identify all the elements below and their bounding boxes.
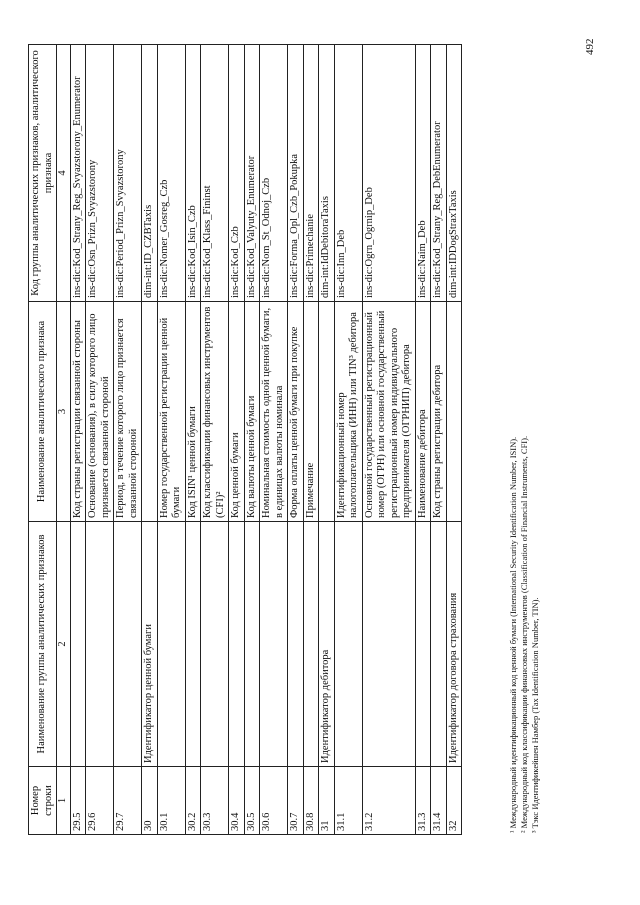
group-name-cell: [260, 522, 288, 767]
row-number-cell: 30.1: [157, 767, 185, 835]
group-name-cell: [86, 522, 114, 767]
column-number: 1: [57, 767, 71, 835]
attribute-name-cell: Код ISIN¹ ценной бумаги: [185, 302, 201, 522]
group-name-cell: Идентификатор договора страхования: [446, 522, 462, 767]
table-row: [157, 45, 185, 835]
code-cell: ins-dic:Ogrn_Ogrnip_Deb: [362, 45, 415, 302]
column-number: 3: [57, 302, 71, 522]
footnotes: [508, 53, 541, 833]
code-cell: dim-int:IDDogStraxTaxis: [446, 45, 462, 302]
table-row: [446, 45, 462, 835]
code-cell: ins-dic:Naim_Deb: [415, 45, 431, 302]
group-name-cell: [157, 522, 185, 767]
table-row: [229, 45, 245, 835]
table-row: [185, 45, 201, 835]
table-row: [260, 45, 288, 835]
code-cell: dim-int:ID_CZBTaxis: [142, 45, 158, 302]
attribute-name-cell: Основание (основания), в силу которого лицо признается связанной стороной: [86, 302, 114, 522]
table-row: [244, 45, 260, 835]
code-cell: ins-dic:Kod_Czb: [229, 45, 245, 302]
code-cell: ins-dic:Kod_Strany_Reg_DebEnumerator: [431, 45, 447, 302]
attribute-name-cell: [142, 302, 158, 522]
table-row: [303, 45, 319, 835]
attribute-name-cell: Код валюты ценной бумаги: [244, 302, 260, 522]
header-row-number: Номер строки: [29, 767, 57, 835]
group-name-cell: [244, 522, 260, 767]
attribute-name-cell: Код страны регистрации дебитора: [431, 302, 447, 522]
row-number-cell: 29.5: [70, 767, 86, 835]
table-row: [142, 45, 158, 835]
attribute-name-cell: [319, 302, 335, 522]
code-cell: ins-dic:Kod_Strany_Reg_Svyazstorony_Enumerator: [70, 45, 86, 302]
attribute-name-cell: Наименование дебитора: [415, 302, 431, 522]
table-header-row: [29, 45, 57, 835]
code-cell: ins-dic:Forma_Opl_Czb_Pokupka: [288, 45, 304, 302]
table-row: [114, 45, 142, 835]
row-number-cell: 30: [142, 767, 158, 835]
attribute-name-cell: Код страны регистрации связанной стороны: [70, 302, 86, 522]
attribute-name-cell: Период, в течение которого лицо признается связанной стороной: [114, 302, 142, 522]
row-number-cell: 30.3: [201, 767, 229, 835]
footnote: ¹ Международный идентификационный код ценной бумаги (International Security Identification Number, ISIN).: [508, 436, 518, 833]
attribute-name-cell: Номинальная стоимость одной ценной бумаги, в единицах валюты номинала: [260, 302, 288, 522]
group-name-cell: [431, 522, 447, 767]
group-name-cell: [362, 522, 415, 767]
attribute-name-cell: Код классификации финансовых инструментов (CFI)²: [201, 302, 229, 522]
table-row: [334, 45, 362, 835]
code-cell: ins-dic:Inn_Deb: [334, 45, 362, 302]
group-name-cell: [185, 522, 201, 767]
group-name-cell: Идентификатор ценной бумаги: [142, 522, 158, 767]
row-number-cell: 30.5: [244, 767, 260, 835]
code-cell: ins-dic:Osn_Prizn_Svyazstorony: [86, 45, 114, 302]
code-cell: ins-dic:Kod_Valyuty_Enumerator: [244, 45, 260, 302]
group-name-cell: [415, 522, 431, 767]
table-row: [431, 45, 447, 835]
column-number: 2: [57, 522, 71, 767]
row-number-cell: 30.8: [303, 767, 319, 835]
header-code: Код группы аналитических признаков, аналитического признака: [29, 45, 57, 302]
group-name-cell: [201, 522, 229, 767]
attribute-name-cell: Идентификационный номер налогоплательщика (ИНН) или TIN³ дебитора: [334, 302, 362, 522]
table-row: [288, 45, 304, 835]
table-row: [70, 45, 86, 835]
group-name-cell: [229, 522, 245, 767]
row-number-cell: 31.4: [431, 767, 447, 835]
row-number-cell: 29.7: [114, 767, 142, 835]
attribute-name-cell: Форма оплаты ценной бумаги при покупке: [288, 302, 304, 522]
column-number: 4: [57, 45, 71, 302]
code-cell: ins-dic:Primechanie: [303, 45, 319, 302]
code-cell: ins-dic:Kod_Klass_Fininst: [201, 45, 229, 302]
code-cell: ins-dic:Period_Prizn_Svyazstorony: [114, 45, 142, 302]
page-number: 492: [584, 38, 596, 55]
group-name-cell: [303, 522, 319, 767]
table-body: [70, 45, 462, 835]
row-number-cell: 31.1: [334, 767, 362, 835]
code-cell: ins-dic:Nomer_Gosreg_Czb: [157, 45, 185, 302]
row-number-cell: 31.3: [415, 767, 431, 835]
row-number-cell: 30.6: [260, 767, 288, 835]
attribute-name-cell: Номер государственной регистрации ценной бумаги: [157, 302, 185, 522]
row-number-cell: 31: [319, 767, 335, 835]
row-number-cell: 30.7: [288, 767, 304, 835]
code-cell: ins-dic:Nom_St_Odnoj_Czb: [260, 45, 288, 302]
code-cell: dim-int:IdDebitoraTaxis: [319, 45, 335, 302]
table-row: [415, 45, 431, 835]
table-row: [362, 45, 415, 835]
group-name-cell: Идентификатор дебитора: [319, 522, 335, 767]
group-name-cell: [114, 522, 142, 767]
group-name-cell: [70, 522, 86, 767]
row-number-cell: 30.2: [185, 767, 201, 835]
column-number-row: [57, 45, 71, 835]
footnote: ³ Тэкс Идентификейшен Намбер (Tax Identification Number, TIN).: [530, 597, 540, 833]
group-name-cell: [334, 522, 362, 767]
row-number-cell: 29.6: [86, 767, 114, 835]
attribute-name-cell: Примечание: [303, 302, 319, 522]
attribute-name-cell: Код ценной бумаги: [229, 302, 245, 522]
attribute-name-cell: Основной государственный регистрационный номер (ОГРН) или основной государственный регистрационный номер индивидуального предпринимателя (ОГРНИП) дебитора: [362, 302, 415, 522]
row-number-cell: 32: [446, 767, 462, 835]
attribute-name-cell: [446, 302, 462, 522]
footnote: ² Международный код классификации финансовых инструментов (Classification of Financial Instruments, CFI).: [519, 435, 529, 833]
row-number-cell: 30.4: [229, 767, 245, 835]
table-row: [86, 45, 114, 835]
attributes-table: [28, 44, 462, 835]
group-name-cell: [288, 522, 304, 767]
header-attribute-name: Наименование аналитического признака: [29, 302, 57, 522]
row-number-cell: 31.2: [362, 767, 415, 835]
table-row: [201, 45, 229, 835]
table-row: [319, 45, 335, 835]
code-cell: ins-dic:Kod_Isin_Czb: [185, 45, 201, 302]
header-group-name: Наименование группы аналитических признаков: [29, 522, 57, 767]
